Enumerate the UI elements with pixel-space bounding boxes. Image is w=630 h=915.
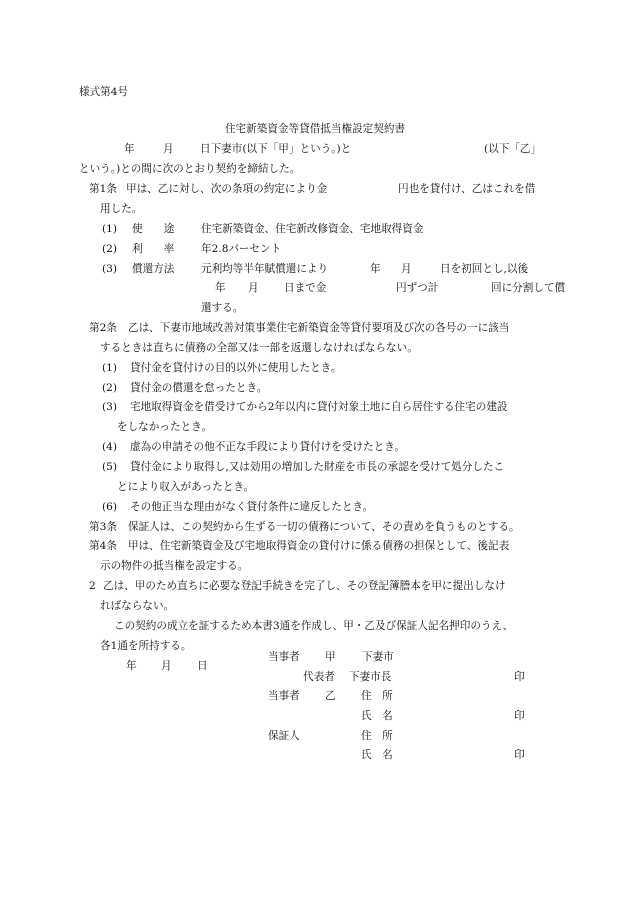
repay-year1: 年 bbox=[370, 263, 381, 275]
repay-year2: 年 bbox=[215, 282, 226, 294]
article3-text: 保証人は、この契約から生ずる一切の債務について、その責めを負うものとする。 bbox=[128, 521, 520, 533]
article1-item2-value: 年2.8パーセント bbox=[201, 243, 282, 255]
article1-label: 第1条 bbox=[89, 183, 117, 195]
repay-day2: 日まで金 bbox=[284, 282, 327, 294]
repay-end: 還する。 bbox=[201, 302, 244, 314]
article1-item3-label: 償還方法 bbox=[132, 263, 175, 275]
article4-para2-text2: ればならない。 bbox=[100, 600, 175, 612]
article2-item4-text: 虚為の申請その他不正な手段により貸付けを受けたとき。 bbox=[130, 441, 406, 453]
article4-label: 第4条 bbox=[89, 540, 117, 552]
party-b-address-label: 住 所 bbox=[361, 690, 393, 702]
party-a-mark: 甲 bbox=[325, 651, 336, 663]
guarantor-name-label: 氏 名 bbox=[361, 749, 393, 761]
article3-label: 第3条 bbox=[89, 521, 117, 533]
preamble-party-a: 日下妻市(以下「甲」という。)と bbox=[200, 143, 352, 155]
seal-mark-3: 印 bbox=[514, 749, 525, 761]
preamble-month: 月 bbox=[163, 143, 174, 155]
seal-mark-1: 印 bbox=[514, 671, 525, 683]
article2-item5-num: (5) bbox=[102, 461, 118, 473]
article1-text2: 用した。 bbox=[100, 203, 143, 215]
article2-label: 第2条 bbox=[89, 322, 117, 334]
preamble-year: 年 bbox=[124, 143, 135, 155]
article2-item2-text: 貸付金の償還を怠ったとき。 bbox=[130, 382, 268, 394]
article2-text1: 乙は、下妻市地域改善対策事業住宅新築資金等貸付要項及び次の各号の一に該当 bbox=[128, 322, 510, 334]
repay-month2: 月 bbox=[248, 282, 259, 294]
article2-item2-num: (2) bbox=[102, 382, 118, 394]
article1-item3-value: 元利均等半年賦償還により bbox=[201, 263, 329, 275]
article4-para2-num: 2 bbox=[89, 580, 96, 592]
article1-item1-label: 使 途 bbox=[132, 223, 175, 235]
repay-month1: 月 bbox=[401, 263, 412, 275]
article1-item1-num: (1) bbox=[102, 223, 118, 235]
party-b-mark: 乙 bbox=[325, 690, 336, 702]
article1-text: 甲は、乙に対し、次の条項の約定により金 bbox=[126, 183, 328, 195]
representative-label: 代表者 bbox=[303, 671, 335, 683]
closing-year: 年 bbox=[126, 660, 137, 672]
party-a-label: 当事者 bbox=[268, 651, 300, 663]
article2-item3-text2: をしなかったとき。 bbox=[117, 421, 212, 433]
article1-item3-num: (3) bbox=[102, 263, 118, 275]
closing-month: 月 bbox=[161, 660, 172, 672]
article1-item1-value: 住宅新築資金、住宅新改修資金、宅地取得資金 bbox=[201, 223, 424, 235]
article4-text2: 示の物件の抵当権を設定する。 bbox=[100, 560, 249, 572]
party-b-label: 当事者 bbox=[268, 690, 300, 702]
article2-item1-num: (1) bbox=[102, 362, 118, 374]
article1-item2-num: (2) bbox=[102, 243, 118, 255]
repay-times: 回に分割して償 bbox=[491, 282, 566, 294]
form-number: 様式第4号 bbox=[79, 86, 129, 98]
article4-para2-text1: 乙は、甲のため直ちに必要な登記手続きを完了し、その登記簿謄本を甲に提出しなけ bbox=[103, 580, 506, 592]
article2-item4-num: (4) bbox=[102, 441, 118, 453]
guarantor-address-label: 住 所 bbox=[361, 730, 393, 742]
article1-text-cont: 円也を貸付け、乙はこれを借 bbox=[398, 183, 536, 195]
preamble-line2: という。)との間に次のとおり契約を締結した。 bbox=[79, 163, 301, 175]
article4-text1: 甲は、住宅新築資金及び宅地取得資金の貸付けに係る債務の担保として、後記表 bbox=[128, 540, 510, 552]
seal-mark-2: 印 bbox=[514, 710, 525, 722]
guarantor-label: 保証人 bbox=[268, 730, 300, 742]
article2-text2: するときは直ちに債務の全部又は一部を返還しなければならない。 bbox=[100, 342, 418, 354]
repay-yen: 円ずつ計 bbox=[396, 282, 439, 294]
closing-text2: 各1通を所持する。 bbox=[100, 640, 192, 652]
closing-day: 日 bbox=[197, 660, 208, 672]
article2-item5-text: 貸付金により取得し,又は効用の増加した財産を市長の承認を受けて処分したこ bbox=[130, 461, 505, 473]
article2-item3-num: (3) bbox=[102, 401, 118, 413]
article2-item1-text: 貸付金を貸付けの目的以外に使用したとき。 bbox=[130, 362, 342, 374]
article2-item5-text2: とにより収入があったとき。 bbox=[117, 481, 255, 493]
repay-day1: 日を初回とし,以後 bbox=[440, 263, 529, 275]
article2-item3-text: 宅地取得資金を借受けてから2年以内に貸付対象土地に自ら居住する住宅の建設 bbox=[130, 401, 508, 413]
document-title: 住宅新築資金等貸借抵当権設定契約書 bbox=[224, 123, 406, 135]
article2-item6-text: その他正当な理由がなく貸付条件に違反したとき。 bbox=[130, 501, 374, 513]
preamble-party-b: (以下「乙」 bbox=[484, 143, 542, 155]
party-b-name-label: 氏 名 bbox=[361, 710, 393, 722]
mayor-title: 下妻市長 bbox=[349, 671, 392, 683]
article2-item6-num: (6) bbox=[102, 501, 118, 513]
article1-item2-label: 利 率 bbox=[132, 243, 175, 255]
closing-text1: この契約の成立を証するため本書3通を作成し、甲・乙及び保証人記名押印のうえ、 bbox=[114, 620, 514, 632]
party-a-city: 下妻市 bbox=[362, 651, 394, 663]
